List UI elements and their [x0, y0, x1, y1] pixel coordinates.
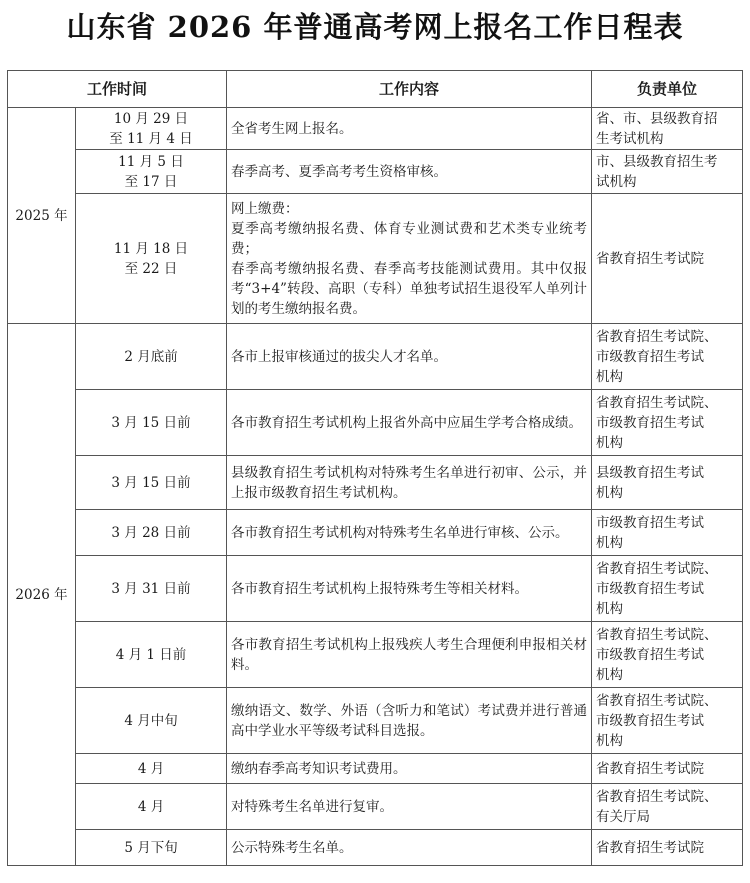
- unit-cell: [592, 390, 743, 456]
- content-cell: [227, 108, 592, 150]
- year-label: 2025 年: [15, 207, 68, 224]
- unit-text: 县级教育招生考试 机构: [596, 464, 705, 501]
- content-cell: [227, 784, 592, 830]
- unit-text: 省教育招生考试院、 市级教育招生考试 机构: [596, 328, 718, 385]
- content-cell: [227, 390, 592, 456]
- unit-text: 省、市、县级教育招 生考试机构: [596, 110, 718, 147]
- content-text: 各市教育招生考试机构上报省外高中应届生学考合格成绩。: [231, 414, 583, 431]
- table-row: [8, 324, 743, 390]
- content-cell: [227, 622, 592, 688]
- header-content: 工作内容: [227, 71, 592, 108]
- content-text: 网上缴费： 夏季高考缴纳报名费、体育专业测试费和艺术类专业统考费； 春季高考缴纳报名费、春季高考技能测试费用。其中仅报考“3+4”转段、高职（专科）单独考试招生退役军人单列计划的考生缴纳报名费。: [231, 200, 588, 317]
- content-text: 县级教育招生考试机构对特殊考生名单进行初审、公示，并上报市级教育招生考试机构。: [231, 464, 588, 501]
- unit-text: 省教育招生考试院、 市级教育招生考试 机构: [596, 394, 718, 451]
- time-text: 4 月 1 日前: [115, 646, 187, 663]
- unit-text: 省教育招生考试院: [596, 839, 705, 856]
- table-row: [8, 688, 743, 754]
- time-cell: [76, 456, 227, 510]
- unit-cell: [592, 456, 743, 510]
- content-text: 春季高考、夏季高考考生资格审核。: [231, 163, 448, 180]
- header-row: [8, 71, 743, 108]
- year-cell: [8, 324, 76, 866]
- unit-cell: [592, 688, 743, 754]
- time-cell: [76, 784, 227, 830]
- time-text: 10 月 29 日 至 11 月 4 日: [109, 110, 193, 147]
- unit-text: 省教育招生考试院、 有关厅局: [596, 788, 718, 825]
- content-text: 各市上报审核通过的拔尖人才名单。: [231, 348, 448, 365]
- page-title: 山东省 2026 年普通高考网上报名工作日程表: [66, 10, 684, 44]
- unit-cell: [592, 510, 743, 556]
- time-text: 3 月 28 日前: [111, 524, 191, 541]
- unit-cell: [592, 754, 743, 784]
- content-text: 各市教育招生考试机构上报残疾人考生合理便利申报相关材料。: [231, 636, 588, 673]
- time-text: 4 月: [137, 760, 165, 777]
- content-cell: [227, 194, 592, 324]
- content-text: 各市教育招生考试机构上报特殊考生等相关材料。: [231, 580, 529, 597]
- unit-text: 省教育招生考试院: [596, 250, 705, 267]
- time-text: 3 月 15 日前: [111, 474, 191, 491]
- content-text: 对特殊考生名单进行复审。: [231, 798, 394, 815]
- content-cell: [227, 830, 592, 866]
- time-text: 3 月 15 日前: [111, 414, 191, 431]
- year-cell: [8, 108, 76, 324]
- content-cell: [227, 150, 592, 194]
- unit-text: 省教育招生考试院: [596, 760, 705, 777]
- content-cell: [227, 556, 592, 622]
- time-text: 4 月中旬: [124, 712, 178, 729]
- header-time: 工作时间: [8, 71, 227, 108]
- content-text: 缴纳语文、数学、外语（含听力和笔试）考试费并进行普通高中学业水平等级考试科目选报。: [231, 702, 588, 739]
- table-row: [8, 556, 743, 622]
- time-text: 11 月 5 日 至 17 日: [118, 153, 184, 190]
- year-label: 2026 年: [15, 586, 68, 603]
- time-text: 11 月 18 日 至 22 日: [113, 240, 189, 277]
- time-cell: [76, 754, 227, 784]
- unit-cell: [592, 622, 743, 688]
- time-text: 4 月: [137, 798, 165, 815]
- header-unit: 负责单位: [592, 71, 743, 108]
- time-cell: [76, 622, 227, 688]
- unit-cell: [592, 556, 743, 622]
- time-cell: [76, 830, 227, 866]
- content-cell: [227, 754, 592, 784]
- table-row: [8, 784, 743, 830]
- time-cell: [76, 510, 227, 556]
- time-cell: [76, 390, 227, 456]
- table-row: [8, 390, 743, 456]
- unit-cell: [592, 784, 743, 830]
- content-text: 缴纳春季高考知识考试费用。: [231, 760, 407, 777]
- time-text: 3 月 31 日前: [111, 580, 191, 597]
- table-row: [8, 150, 743, 194]
- unit-text: 省教育招生考试院、 市级教育招生考试 机构: [596, 626, 718, 683]
- unit-cell: [592, 108, 743, 150]
- table-row: [8, 194, 743, 324]
- content-cell: [227, 510, 592, 556]
- time-cell: [76, 108, 227, 150]
- unit-cell: [592, 324, 743, 390]
- table-row: [8, 456, 743, 510]
- time-cell: [76, 688, 227, 754]
- unit-cell: [592, 194, 743, 324]
- content-cell: [227, 324, 592, 390]
- unit-text: 市、县级教育招生考 试机构: [596, 153, 718, 190]
- unit-cell: [592, 150, 743, 194]
- content-text: 全省考生网上报名。: [231, 120, 353, 137]
- content-cell: [227, 688, 592, 754]
- time-cell: [76, 194, 227, 324]
- time-text: 2 月底前: [124, 348, 178, 365]
- table-row: [8, 830, 743, 866]
- unit-text: 市级教育招生考试 机构: [596, 514, 705, 551]
- content-text: 公示特殊考生名单。: [231, 839, 353, 856]
- table-row: [8, 754, 743, 784]
- table-row: [8, 622, 743, 688]
- table-row: [8, 108, 743, 150]
- unit-text: 省教育招生考试院、 市级教育招生考试 机构: [596, 560, 718, 617]
- unit-text: 省教育招生考试院、 市级教育招生考试 机构: [596, 692, 718, 749]
- unit-cell: [592, 830, 743, 866]
- content-cell: [227, 456, 592, 510]
- schedule-table: [7, 70, 743, 866]
- time-cell: [76, 556, 227, 622]
- table-row: [8, 510, 743, 556]
- time-cell: [76, 150, 227, 194]
- content-text: 各市教育招生考试机构对特殊考生名单进行审核、公示。: [231, 524, 569, 541]
- time-cell: [76, 324, 227, 390]
- time-text: 5 月下旬: [124, 839, 178, 856]
